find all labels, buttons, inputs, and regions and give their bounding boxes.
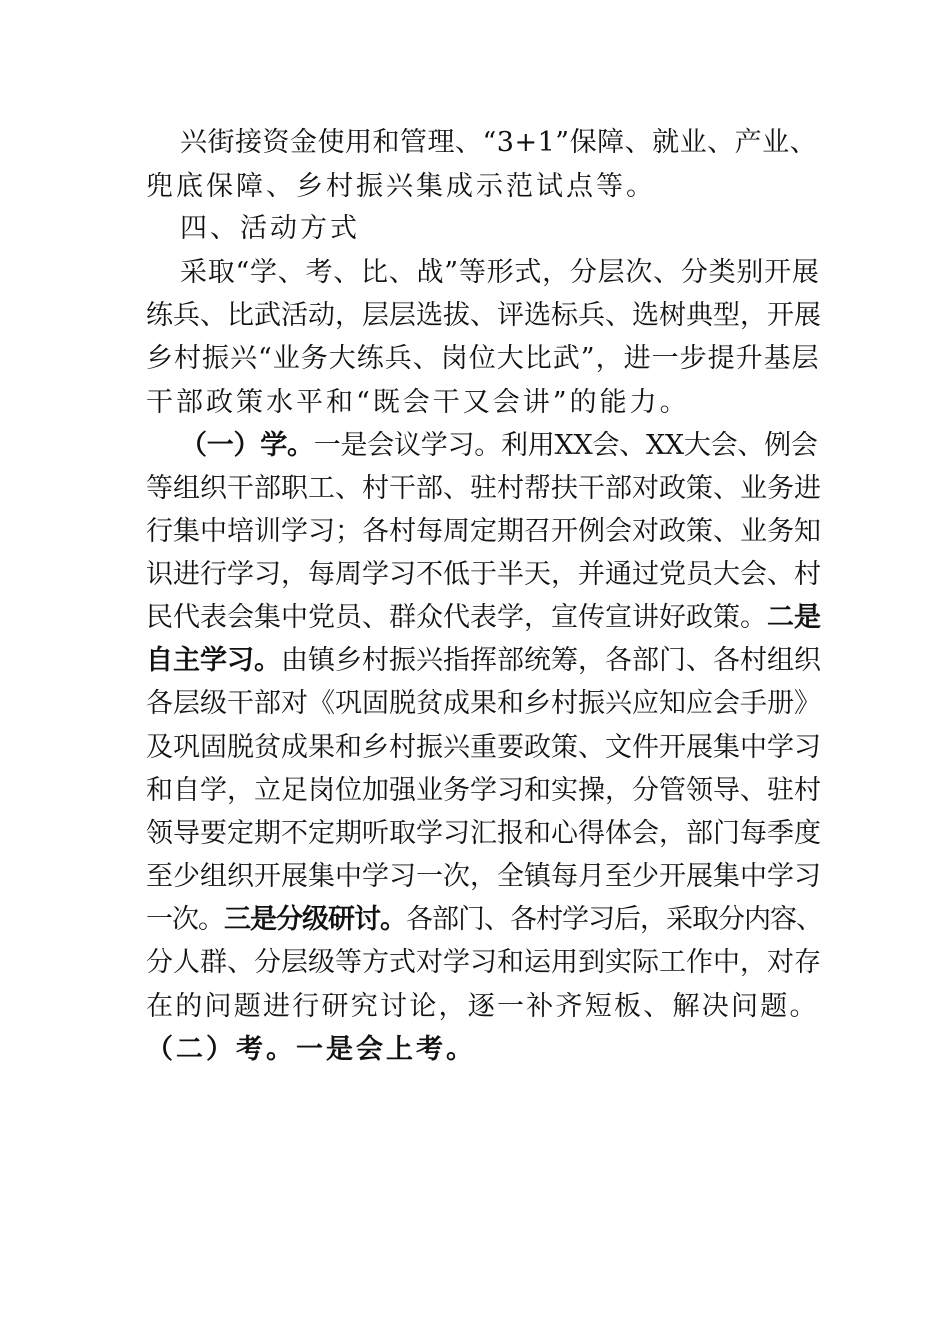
text-line: 至少组织开展集中学习一次，全镇每月至少开展集中学习 <box>146 861 821 892</box>
text-line: 练兵、比武活动，层层选拔、评选标兵、选树典型，开展 <box>146 300 821 331</box>
text-line: 各层级干部对《巩固脱贫成果和乡村振兴应知应会手册》 <box>146 688 821 719</box>
text-line: 在的问题进行研究讨论，逐一补齐短板、解决问题。 <box>146 991 819 1022</box>
text-line: 分人群、分层级等方式对学习和运用到实际工作中，对存 <box>146 947 821 978</box>
text-line: 一次。三是分级研讨。各部门、各村学习后，采取分内容、 <box>146 904 822 935</box>
text-line: （一）学。一是会议学习。利用XX会、XX大会、例会 <box>180 430 818 461</box>
text-line: 自主学习。由镇乡村振兴指挥部统筹，各部门、各村组织 <box>146 645 821 676</box>
text-line: 和自学，立足岗位加强业务学习和实操，分管领导、驻村 <box>146 775 821 806</box>
text-line: 民代表会集中党员、群众代表学，宣传宣讲好政策。二是 <box>146 602 821 633</box>
subheading-learn: （一）学。 <box>180 430 314 461</box>
text-line: 兜底保障、乡村振兴集成示范试点等。 <box>146 171 656 202</box>
text-line: 行集中培训学习；各村每周定期召开例会对政策、业务知 <box>146 516 821 547</box>
text-line: 及巩固脱贫成果和乡村振兴重要政策、文件开展集中学习 <box>146 732 821 763</box>
text-line: 兴街接资金使用和管理、“3+1”保障、就业、产业、 <box>180 127 818 158</box>
section-heading: 四、活动方式 <box>180 213 360 244</box>
text-line: 干部政策水平和“既会干又会讲”的能力。 <box>146 387 690 418</box>
text-line: 采取“学、考、比、战”等形式，分层次、分类别开展 <box>180 257 820 288</box>
text-line: 乡村振兴“业务大练兵、岗位大比武”，进一步提升基层 <box>146 343 820 374</box>
text-line: 识进行学习，每周学习不低于半天，并通过党员大会、村 <box>146 559 821 590</box>
text-line: 领导要定期不定期听取学习汇报和心得体会，部门每季度 <box>146 818 821 849</box>
text-line: 等组织干部职工、村干部、驻村帮扶干部对政策、业务进 <box>146 473 821 504</box>
subheading-exam: （二）考。一是会上考。 <box>146 1034 476 1065</box>
